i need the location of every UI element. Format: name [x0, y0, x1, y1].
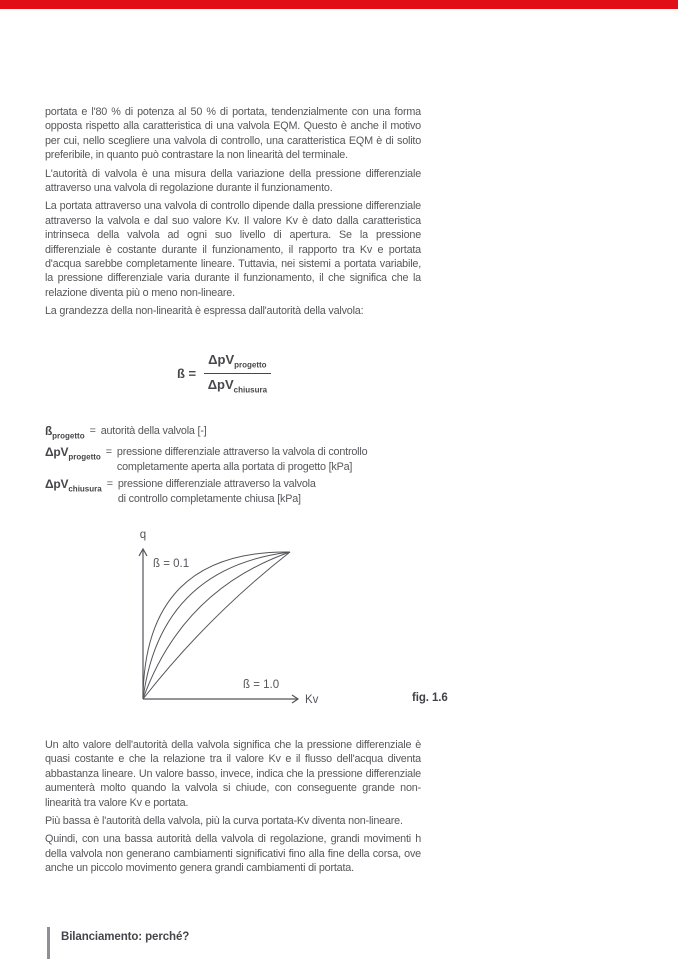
authority-curve [143, 552, 290, 699]
top-accent-bar [0, 0, 678, 9]
footer-section-heading: Bilanciamento: perché? [61, 931, 190, 943]
paragraph: portata e l'80 % di potenza al 50 % di portata, tendenzialmente con una forma opposta rispetto alla caratteristica di una valvola EQM. Questo è anche il motivo per cui, nello scegliere una valvola di controllo, una caratteristica EQM è di solito preferibile, in quanto può contrastare la non linearità del terminale. [45, 106, 421, 162]
figure-chart-svg [120, 524, 460, 714]
definition-term: ΔpV$_{chiusura}$ [45, 477, 102, 494]
authority-curve [143, 552, 290, 699]
figure-caption: fig. 1.6 [412, 692, 448, 704]
paragraph: La portata attraverso una valvola di controllo dipende dalla pressione differenziale attraverso la valvola e dal suo valore Kv. Il valore Kv è dato dalla caratteristica intrinseca della valvola ad ogni suo livello di apertura. Se la pressione differenziale è costante durante il funzionamento, il rapporto tra Kv e portata d'acqua sarebbe completamente lineare. Tuttavia, nei sistemi a portata variabile, la pressione differenziale varia durante il funzionamento, il che significa che la relazione diventa più o meno non-lineare. [45, 200, 421, 299]
annotation-beta-low: ß = 0.1 [153, 558, 190, 570]
definition-term: $ß_{progetto}$ [45, 424, 85, 441]
authority-curve [143, 552, 290, 699]
x-axis-label: Kv [305, 694, 319, 706]
definition-description: pressione differenziale attraverso la valvola di controllo completamente chiusa [kPa] [117, 478, 316, 506]
footer-vertical-rule [47, 927, 50, 959]
definition-term: ΔpV$_{progetto}$ [45, 445, 101, 462]
body-text-top [45, 105, 421, 323]
annotation-beta-high: ß = 1.0 [243, 679, 280, 691]
definition-description: pressione differenziale attraverso la valvola di controllo completamente aperta alla portata di progetto [kPa] [116, 446, 368, 474]
valve-authority-formula [177, 352, 271, 394]
figure-curves [143, 552, 290, 699]
definition-row [45, 424, 465, 443]
authority-curve [143, 552, 290, 699]
formula-fraction [204, 352, 270, 394]
equals-sign: = [106, 478, 113, 491]
paragraph: La grandezza della non-linearità è espressa dall'autorità della valvola: [45, 305, 364, 318]
paragraph: Un alto valore dell'autorità della valvola significa che la pressione differenziale è quasi costante e che la relazione tra il valore Kv e il flusso dell'acqua diventa abbastanza lineare. Un valore basso, invece, indica che la pressione differenziale aumenterà molto quando la valvola si chiude, con conseguente grande non-linearità tra valore Kv e portata. [45, 739, 421, 809]
formula-denominator: ΔpV$_{chiusura}$ [207, 376, 268, 395]
paragraph: Più bassa è l'autorità della valvola, più la curva portata-Kv diventa non-lineare. [45, 815, 403, 828]
equals-sign: = [89, 425, 96, 437]
y-axis-label: q [139, 529, 147, 541]
symbol-definitions [45, 424, 465, 509]
formula-numerator: ΔpV$_{progetto}$ [204, 352, 270, 374]
paragraph: L'autorità di valvola è una misura della variazione della pressione differenziale attraverso una valvola di regolazione durante il funzionamento. [45, 167, 421, 195]
definition-description: autorità della valvola [-] [100, 425, 207, 437]
definition-row [45, 445, 465, 475]
paragraph: Quindi, con una bassa autorità della valvola di regolazione, grandi movimenti h della valvola non generano cambiamenti significativi fino alla fine della corsa, ove anche un piccolo movimento genera grandi cambiamenti di portata. [45, 833, 421, 875]
formula-lhs: ß = [177, 365, 197, 381]
definition-row [45, 477, 465, 507]
body-text-bottom [45, 738, 421, 880]
equals-sign: = [105, 446, 112, 459]
